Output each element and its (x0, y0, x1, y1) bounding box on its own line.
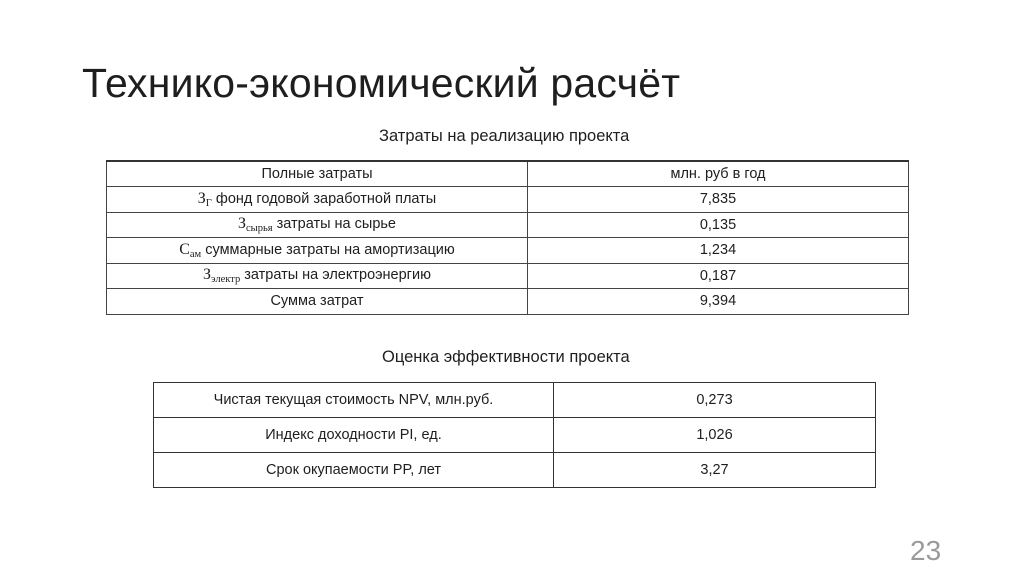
cost-item-cell (107, 187, 528, 213)
costs-total-label: Сумма затрат (107, 289, 528, 315)
cost-value: 7,835 (528, 187, 909, 213)
slide-title: Технико-экономический расчёт (82, 60, 681, 106)
table-row (154, 418, 876, 453)
efficiency-table (153, 382, 876, 488)
costs-header-amount: млн. руб в год (528, 161, 909, 187)
costs-table-header-row (107, 161, 909, 187)
table-row (154, 453, 876, 488)
cost-symbol: $З_Г$ (197, 189, 212, 209)
cost-item-cell (107, 238, 528, 264)
table-row (154, 383, 876, 418)
costs-table-caption: Затраты на реализацию проекта (379, 127, 630, 145)
cost-symbol: $З_{электр}$ (203, 266, 241, 286)
efficiency-value: 0,273 (554, 383, 876, 418)
costs-total-row (107, 289, 909, 315)
cost-item-cell (107, 263, 528, 289)
table-row (107, 238, 909, 264)
efficiency-label: Срок окупаемости PP, лет (154, 453, 554, 488)
efficiency-table-caption: Оценка эффективности проекта (382, 348, 630, 366)
cost-label: затраты на электроэнергию (244, 267, 431, 284)
efficiency-label: Чистая текущая стоимость NPV, млн.руб. (154, 383, 554, 418)
cost-symbol: $С_{ам}$ (179, 240, 202, 260)
efficiency-value: 3,27 (554, 453, 876, 488)
cost-symbol: $З_{сырья}$ (237, 215, 273, 235)
costs-total-value: 9,394 (528, 289, 909, 315)
cost-label: фонд годовой заработной платы (215, 190, 437, 207)
cost-value: 0,187 (528, 263, 909, 289)
table-row (107, 187, 909, 213)
cost-item-cell (107, 212, 528, 238)
table-row (107, 263, 909, 289)
cost-label: затраты на сырье (276, 216, 397, 233)
page-number: 23 (910, 535, 942, 566)
costs-table (106, 160, 909, 315)
efficiency-value: 1,026 (554, 418, 876, 453)
cost-value: 0,135 (528, 212, 909, 238)
cost-value: 1,234 (528, 238, 909, 264)
cost-label: суммарные затраты на амортизацию (205, 241, 455, 258)
efficiency-label: Индекс доходности PI, ед. (154, 418, 554, 453)
table-row (107, 212, 909, 238)
costs-header-cost-type: Полные затраты (107, 161, 528, 187)
